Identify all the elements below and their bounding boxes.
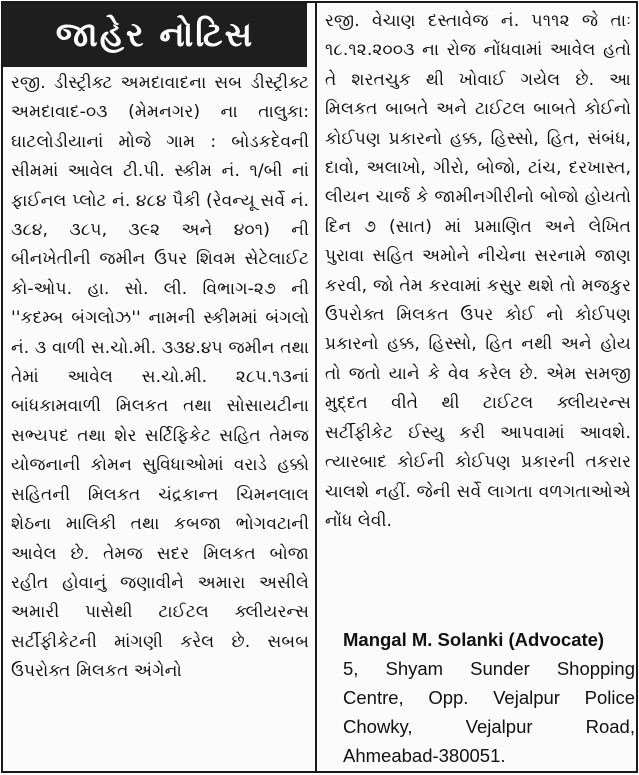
public-notice <box>1 1 638 773</box>
advocate-address: 5, Shyam Sunder Shopping Centre, Opp. Vejalpur Police Chowky, Vejalpur Road, Ahmeabad-380051. <box>343 658 635 766</box>
advocate-name: Mangal M. Solanki (Advocate) <box>343 629 605 650</box>
notice-title: જાહેર નોટિસ <box>3 3 307 67</box>
left-column <box>11 69 309 687</box>
advocate-block <box>343 625 635 770</box>
column-divider <box>315 3 317 771</box>
notice-body-left: રજી. ડીસ્ટ્રીક્ટ અમદાવાદના સબ ડીસ્ટ્રીક્ટ અમદાવાદ-૦૩ (મેમનગર) ના તાલુકા: ઘાટલોડીયાનાં મોજે ગામ : બોડકદેવની સીમમાં આવેલ ટી.પી. સ્કીમ નં. ૧/બી નાં ફાઈનલ પ્લોટ નં. ૪૮૪ પૈકી (રેવન્યૂ સર્વે નં. ૩૮૪, ૩૮૫, ૩૯૨ અને ૪૦૧) ની બીનખેતીની જમીન ઉપર શિવમ સેટેલાઈટ કો-ઓપ. હા. સો. લી. વિભાગ-૨૭ ની ''કદમ્બ બંગલોઝ'' નામની સ્કીમમાં બંગલો નં. ૩ વાળી સ.ચો.મી. ૩૩૪.૪૫ જમીન તથા તેમાં આવેલ સ.ચો.મી. ૨૮૫.૧૩નાં બાંધકામવાળી મિલકત તથા સોસાયટીના સભ્યપદ તથા શેર સર્ટિફિકેટ સહિત તેમજ યોજનાની કોમન સુવિધાઓમાં વરાડે હક્કો સહિતની મિલકત ચંદ્રકાન્ત ચિમનલાલ શેઠના માલિકી તથા કબજા ભોગવટાની આવેલ છે. તેમજ સદર મિલકત બોજા રહીત હોવાનું જણાવીને અમારા અસીલે અમારી પાસેથી ટાઈટલ ક્લીયરન્સ સર્ટીફીકેટની માંગણી કરેલ છે. સબબ ઉપરોક્ત મિલકત અંગેનો <box>11 73 309 682</box>
right-column <box>325 7 631 536</box>
notice-body-right: રજી. વેચાણ દસ્તાવેજ નં. ૫૧૧૨ જે તાઃ ૧૮.૧૨.૨૦૦૩ ના રોજ નોંધવામાં આવેલ હતો તે શરતચુક થી ખોવાઈ ગયેલ છે. આ મિલકત બાબતે અને ટાઈટલ બાબતે કોઈનો કોઈપણ પ્રકારનો હક્ક, હિસ્સો, હિત, સંબંધ, દાવો, અલાખો, ગીરો, બોજો, ટાંચ, દરખાસ્ત, લીયન ચાર્જ કે જામીનગીરીનો બોજો હોયતો દિન ૭ (સાત) માં પ્રમાણિત અને લેખિત પુરાવા સહિત અમોને નીચેના સરનામે જાણ કરવી, જો તેમ કરવામાં કસુર થશે તો મજકુર ઉપરોક્ત મિલકત ઉપર કોઈ નો કોઈપણ પ્રકારનો હક્ક, હિસ્સો, હિત નથી અને હોય તો જતો યાને કે વેવ કરેલ છે. એમ સમજી મુદ્દત વીતે થી ટાઈટલ ક્લીયરન્સ સર્ટીફીકેટ ઈસ્યુ કરી આપવામાં આવશે. ત્યારબાદ કોઈની કોઈપણ પ્રકારની તકરાર ચાલશે નહીં. જેની સર્વે લાગતા વળગતાઓએ નોંધ લેવી. <box>325 11 631 531</box>
